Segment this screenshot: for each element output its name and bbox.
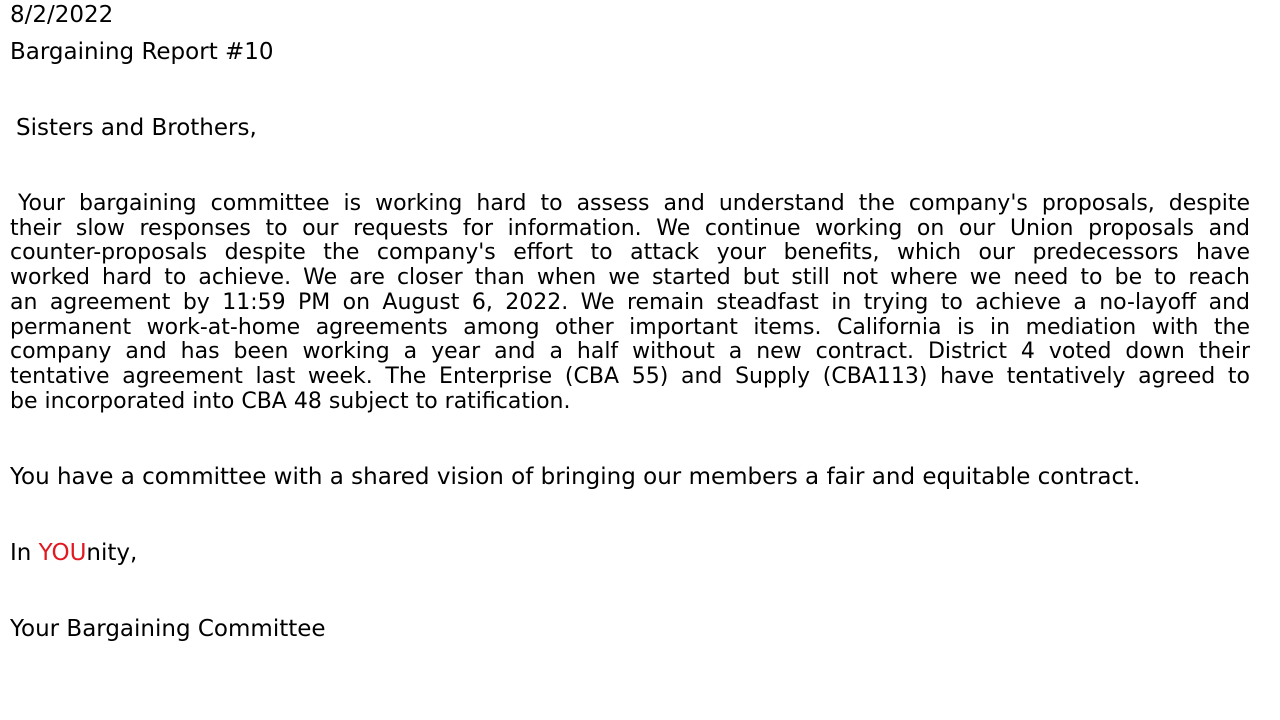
signoff xyxy=(10,539,137,567)
body-line: company and has been working a year and a half without a new contract. District 4 voted down their xyxy=(10,339,1250,365)
body-paragraph xyxy=(10,192,1250,414)
signoff-prefix: In xyxy=(10,540,39,566)
body-line: their slow responses to our requests for information. We continue working on our Union proposals and xyxy=(10,215,1250,241)
body-line: permanent work-at-home agreements among other important items. California is in mediation with the xyxy=(10,314,1250,340)
signoff-suffix: nity, xyxy=(86,540,138,566)
report-date: 8/2/2022 xyxy=(10,2,114,28)
body-line: Your bargaining committee is working hard to assess and understand the company's proposals, despite xyxy=(18,191,1250,216)
greeting: Sisters and Brothers, xyxy=(16,115,257,141)
body-line: counter-proposals despite the company's effort to attack your benefits, which our predecessors have xyxy=(10,240,1250,266)
body-line: tentative agreement last week. The Enterprise (CBA 55) and Supply (CBA113) have tentatively agreed to xyxy=(10,363,1250,389)
signature: Your Bargaining Committee xyxy=(10,616,326,642)
body-line: be incorporated into CBA 48 subject to ratification. xyxy=(10,388,571,414)
signoff-accent: YOU xyxy=(38,540,87,566)
report-title: Bargaining Report #10 xyxy=(10,39,274,65)
body-line: worked hard to achieve. We are closer than when we started but still not where we need to be to reach xyxy=(10,265,1250,291)
vision-statement: You have a committee with a shared vision of bringing our members a fair and equitable contract. xyxy=(10,464,1141,490)
body-line: an agreement by 11:59 PM on August 6, 2022. We remain steadfast in trying to achieve a no-layoff and xyxy=(10,289,1250,315)
